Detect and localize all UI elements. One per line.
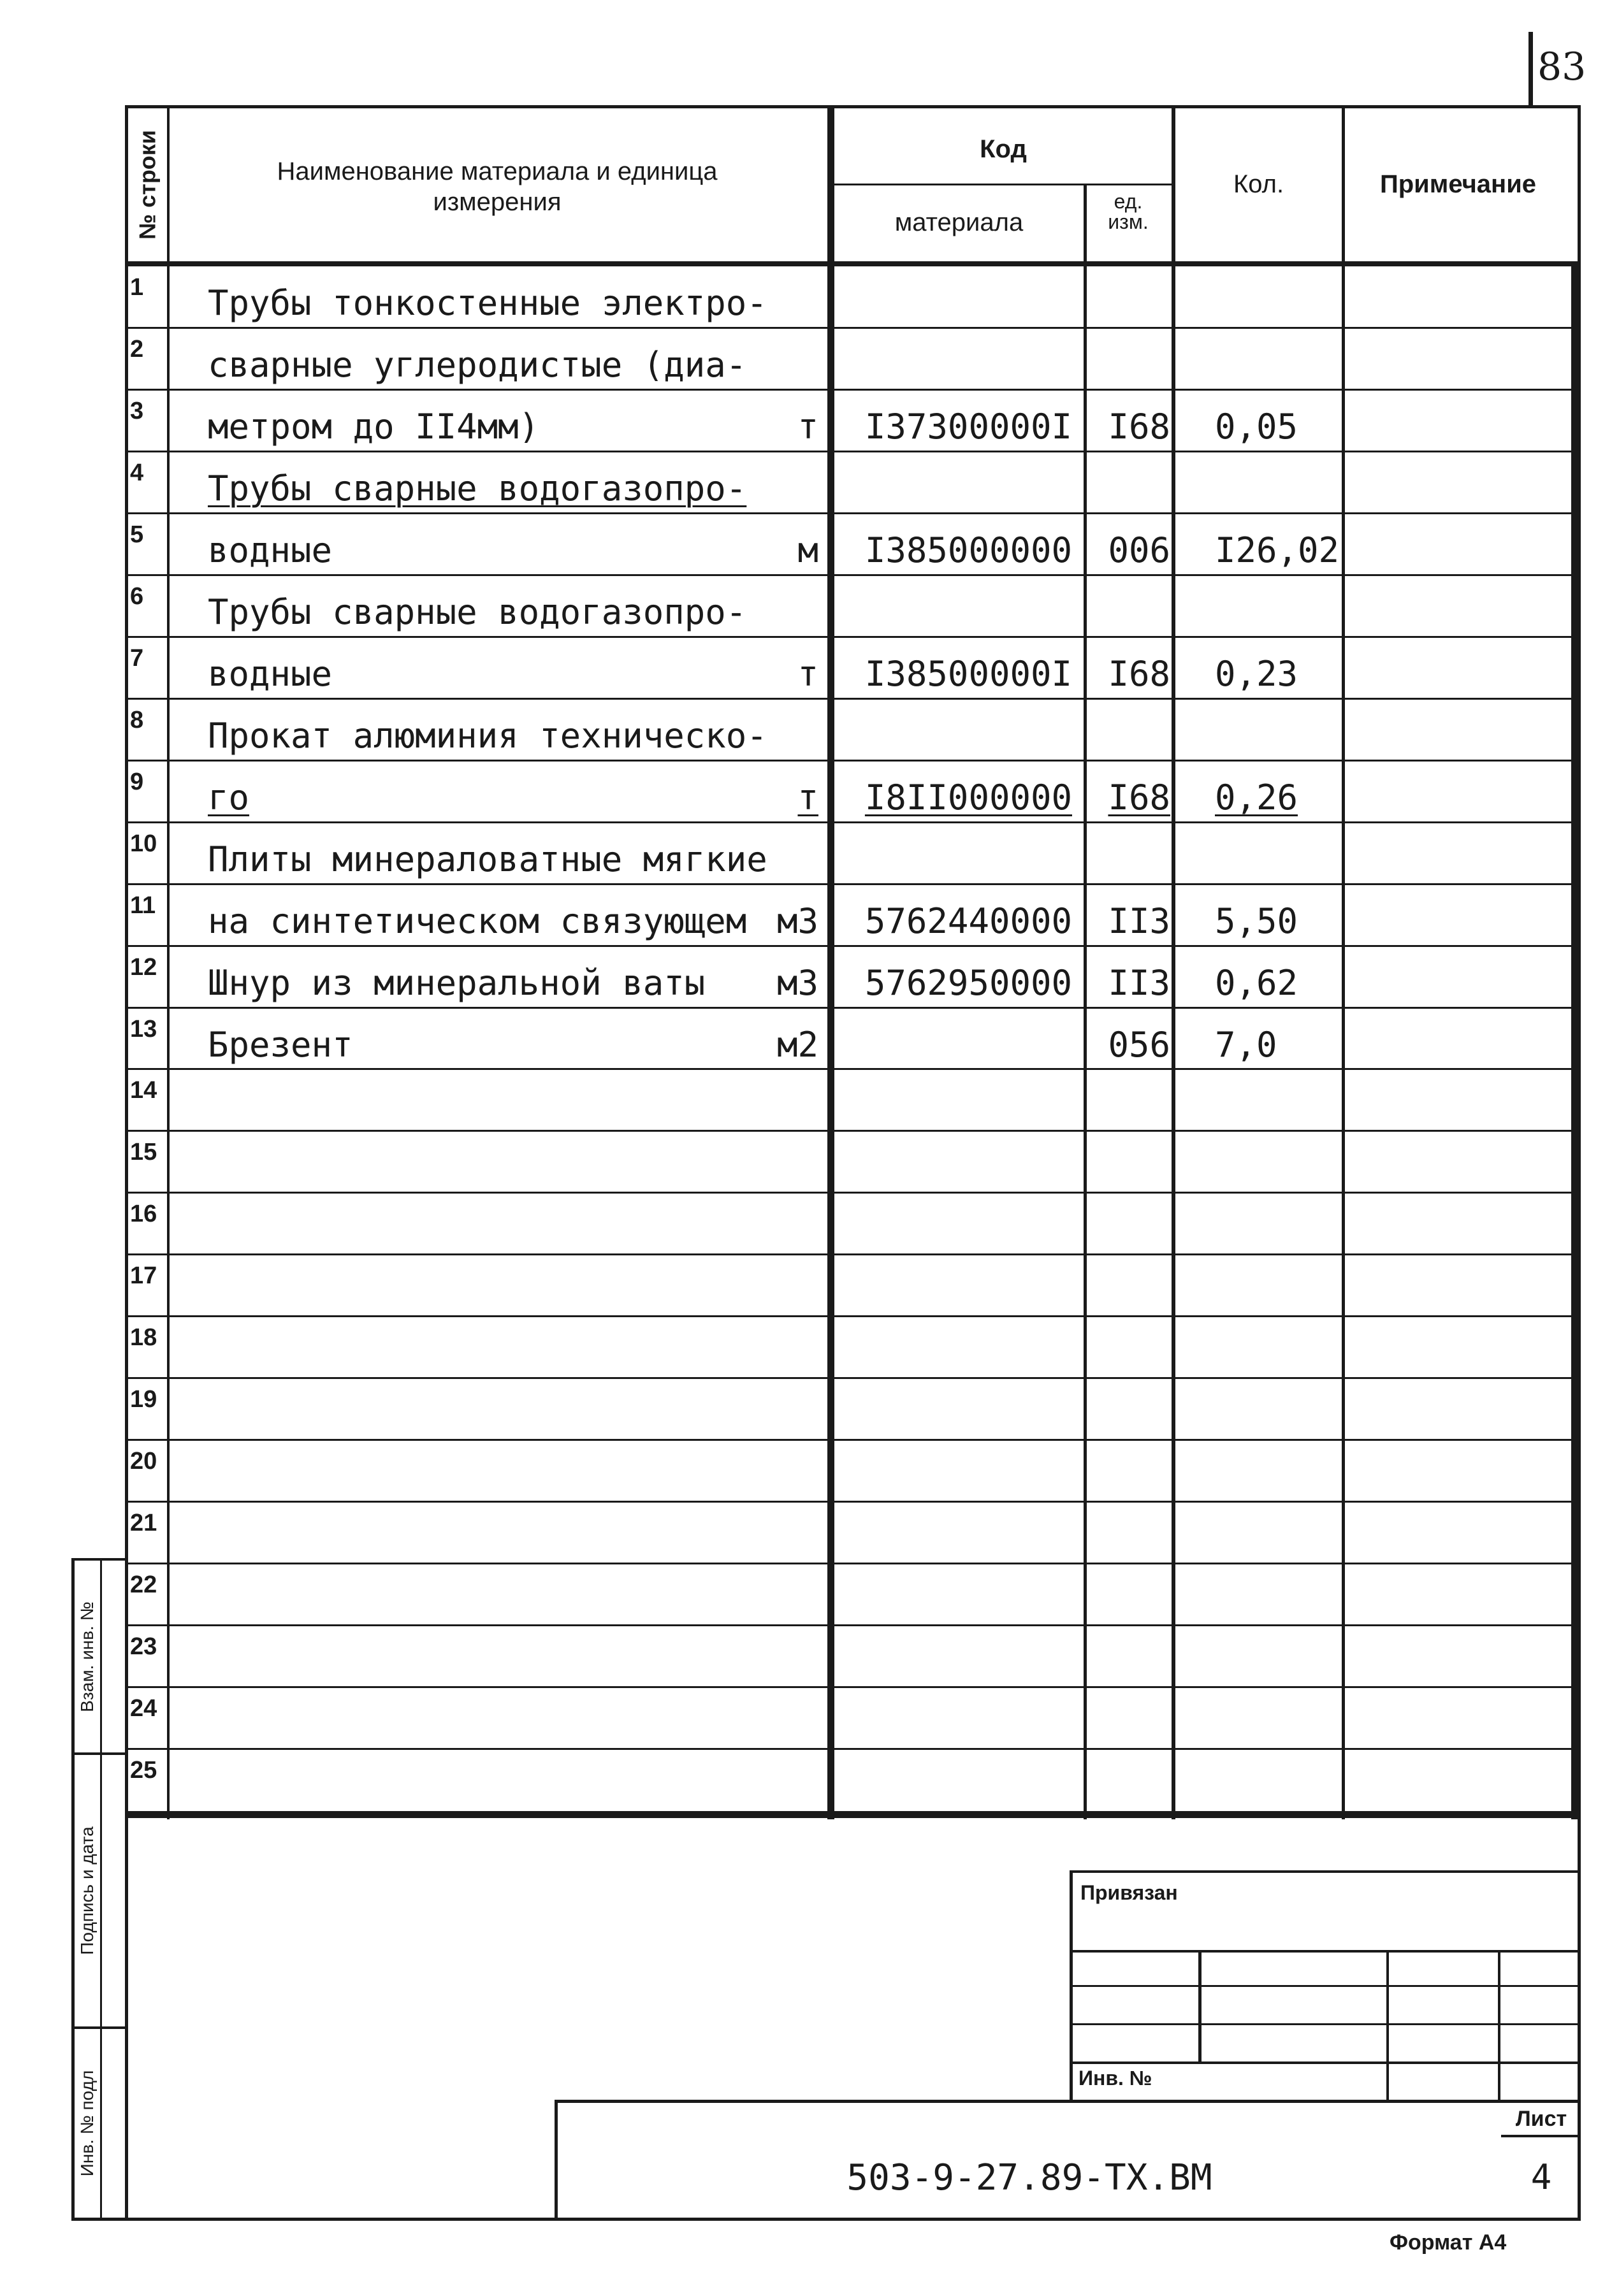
row-number: 19	[130, 1386, 157, 1413]
header-material: материала	[894, 208, 1024, 236]
quantity: 0,62	[1215, 963, 1298, 1004]
row-number: 12	[130, 953, 157, 981]
header-note: Примечание	[1379, 170, 1537, 198]
row-number: 10	[130, 830, 157, 857]
material-name: го	[208, 777, 250, 818]
row-number: 24	[130, 1695, 157, 1722]
unit-code: I68	[1108, 777, 1170, 818]
row-number: 1	[130, 274, 144, 301]
material-name: Прокат алюминия техническо-	[208, 716, 767, 756]
row-number: 21	[130, 1510, 157, 1537]
header-unit: ед. изм.	[1108, 190, 1149, 233]
unit-short: м3	[776, 963, 818, 1004]
material-name: метром до II4мм)	[208, 407, 540, 447]
row-number: 23	[130, 1633, 157, 1661]
material-name: водные	[208, 654, 333, 695]
page-number: 83	[1537, 45, 1586, 89]
row-number: 20	[130, 1448, 157, 1475]
material-name: Трубы тонкостенные электро-	[208, 283, 767, 324]
table-row	[125, 699, 1581, 761]
format-label: Формат А4	[1390, 2230, 1507, 2255]
table-row	[125, 390, 1581, 452]
unit-short: т	[797, 654, 818, 695]
material-code: 5762440000	[864, 901, 1072, 942]
table-row	[125, 1008, 1581, 1070]
quantity: 0,26	[1215, 777, 1298, 818]
side-label-inv-podl: Инв. № подл	[77, 2070, 97, 2177]
table-row	[125, 1440, 1581, 1502]
unit-code: II3	[1108, 963, 1170, 1004]
table-row	[125, 884, 1581, 946]
stamp-inv-no: Инв. №	[1078, 2067, 1152, 2090]
row-number: 7	[130, 644, 144, 672]
row-number: 5	[130, 521, 144, 548]
table-row	[125, 946, 1581, 1008]
unit-code: I68	[1108, 654, 1170, 695]
table-row	[125, 514, 1581, 575]
table-row	[125, 1502, 1581, 1564]
row-number: 9	[130, 768, 144, 795]
material-code: I385000000	[864, 530, 1072, 571]
header-code: Код	[980, 135, 1027, 163]
stamp-doc-code: 503-9-27.89-ТХ.ВМ	[846, 2157, 1212, 2199]
header-name: Наименование материала и единица измерения	[277, 157, 718, 216]
quantity: 7,0	[1215, 1024, 1277, 1065]
table-row	[125, 1749, 1581, 1811]
row-number: 4	[130, 459, 144, 486]
table-row	[125, 1564, 1581, 1626]
table-row	[125, 1069, 1581, 1131]
table-row	[125, 1131, 1581, 1193]
material-name: Трубы сварные водогазопро-	[208, 592, 747, 633]
row-number: 14	[130, 1077, 157, 1104]
material-name: на синтетическом связующем	[208, 901, 747, 942]
material-name: Шнур из минеральной ваты	[208, 963, 706, 1004]
table-row	[125, 1626, 1581, 1687]
unit-short: м3	[776, 901, 818, 942]
material-code: I38500000I	[864, 654, 1072, 695]
stamp-list-label: Лист	[1515, 2107, 1567, 2131]
quantity: 0,05	[1215, 407, 1298, 447]
material-name: водные	[208, 530, 333, 571]
unit-short: м2	[776, 1024, 818, 1065]
unit-code: 006	[1108, 530, 1170, 571]
material-code: I37300000I	[864, 407, 1072, 447]
material-name: Трубы сварные водогазопро-	[208, 468, 747, 509]
unit-short: м	[797, 530, 818, 571]
row-number: 2	[130, 335, 144, 363]
row-number: 15	[130, 1139, 157, 1166]
row-number: 17	[130, 1262, 157, 1290]
table-row	[125, 761, 1581, 823]
row-number: 8	[130, 706, 144, 733]
unit-short: т	[797, 777, 818, 818]
row-number: 13	[130, 1015, 157, 1043]
quantity: 0,23	[1215, 654, 1298, 695]
row-number: 22	[130, 1571, 157, 1599]
table-row	[125, 823, 1581, 884]
table-row	[125, 452, 1581, 514]
material-code: I8II000000	[864, 777, 1072, 818]
quantity: I26,02	[1215, 530, 1340, 571]
row-number: 3	[130, 397, 144, 424]
row-number: 16	[130, 1201, 157, 1228]
row-number: 11	[130, 892, 156, 919]
side-label-podpis: Подпись и дата	[77, 1826, 97, 1955]
row-number: 6	[130, 582, 144, 610]
table-row	[125, 1687, 1581, 1749]
header-row-no: № строки	[134, 130, 161, 240]
side-label-vzam: Взам. инв. №	[77, 1601, 97, 1712]
table-row	[125, 1317, 1581, 1378]
stamp-privyazan: Привязан	[1080, 1881, 1178, 1904]
table-row	[125, 575, 1581, 637]
material-name: Брезент	[208, 1024, 353, 1065]
unit-code: II3	[1108, 901, 1170, 942]
row-number: 25	[130, 1757, 157, 1784]
table-row	[125, 266, 1581, 328]
header-qty: Кол.	[1233, 170, 1284, 198]
row-number: 18	[130, 1324, 157, 1352]
quantity: 5,50	[1215, 901, 1298, 942]
table-row	[125, 1255, 1581, 1317]
table-row	[125, 1193, 1581, 1255]
unit-short: т	[797, 407, 818, 447]
table-row	[125, 1378, 1581, 1440]
unit-code: I68	[1108, 407, 1170, 447]
material-name: Плиты минераловатные мягкие	[208, 839, 767, 880]
material-code: 5762950000	[864, 963, 1072, 1004]
table-row	[125, 328, 1581, 390]
material-name: сварные углеродистые (диа-	[208, 345, 747, 386]
table-row	[125, 637, 1581, 699]
unit-code: 056	[1108, 1024, 1170, 1065]
stamp-list-value: 4	[1530, 2157, 1552, 2197]
